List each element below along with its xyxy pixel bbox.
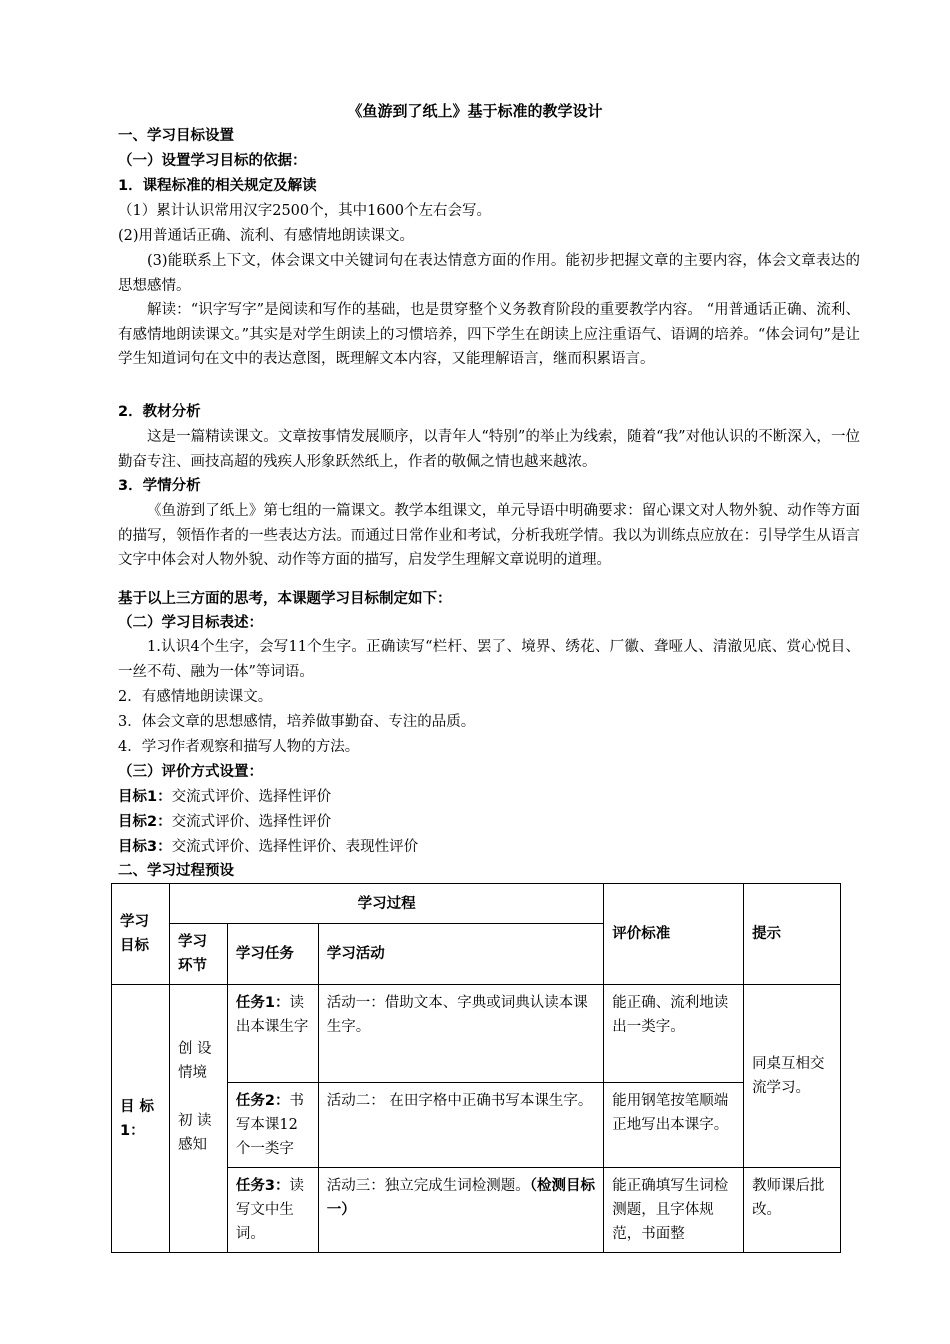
task-label: 任务3： bbox=[235, 1178, 290, 1194]
eval-label: 目标3： bbox=[118, 839, 172, 855]
goal-cell: 目 标 1： bbox=[112, 985, 170, 1253]
section-heading-process: 二、学习过程预设 bbox=[118, 863, 234, 879]
tip-cell-3: 教师课后批改。 bbox=[744, 1168, 841, 1253]
eval-line-2 bbox=[118, 810, 331, 834]
header-task: 学习任务 bbox=[227, 924, 318, 985]
task-text: 读出本课生字 bbox=[235, 995, 309, 1035]
tip-cell-1: 同桌互相交流学习。 bbox=[744, 985, 841, 1168]
goal-line-4: 4．学习作者观察和描写人物的方法。 bbox=[118, 739, 360, 755]
eval-text: 交流式评价、选择性评价、表现性评价 bbox=[171, 839, 419, 855]
stage-a: 创 设 情境 bbox=[177, 1041, 212, 1081]
stage-cell bbox=[169, 985, 227, 1253]
goal-line-3: 3．体会文章的思想感情，培养做事勤奋、专注的品质。 bbox=[118, 714, 476, 730]
eval-label: 目标1： bbox=[118, 789, 172, 805]
material-paragraph: 这是一篇精读课文。文章按事情发展顺序，以青年人“特别”的举止为线索，随着“我”对他认识的不断深入，一位勤奋专注、画技高超的残疾人形象跃然纸上，作者的敬佩之情也越来越浓。 bbox=[118, 429, 860, 470]
subheading-evaluation: （三）评价方式设置： bbox=[118, 764, 263, 780]
subheading-basis: （一）设置学习目标的依据： bbox=[118, 153, 307, 169]
item-material-analysis: 2．教材分析 bbox=[118, 404, 201, 420]
interpretation-paragraph: 解读：“识字写字”是阅读和写作的基础，也是贯穿整个义务教育阶段的重要教学内容。 “用普通话正确、流利、有感情地朗读课文。”其实是对学生朗读上的习惯培养，四下学生在朗读上应注重语气、语调的培养。“体会词句”是让学生知道词句在文中的表达意图，既理解文本内容，又能理解语言，继而积累语言。 bbox=[118, 302, 860, 367]
standard-cell: 能用钢笔按笔顺端正地写出本课字。 bbox=[604, 1083, 744, 1168]
task-cell bbox=[227, 985, 318, 1083]
activity-cell bbox=[318, 1168, 603, 1253]
table-header-row-1 bbox=[112, 884, 841, 924]
header-standard: 评价标准 bbox=[604, 884, 744, 985]
standard-line-1: （1）累计认识常用汉字2500个，其中1600个左右会写。 bbox=[118, 203, 492, 219]
activity-cell bbox=[318, 985, 603, 1083]
standard-cell: 能正确、流利地读出一类字。 bbox=[604, 985, 744, 1083]
eval-line-3 bbox=[118, 835, 418, 859]
activity-cell bbox=[318, 1083, 603, 1168]
item-learner-analysis: 3．学情分析 bbox=[118, 478, 201, 494]
learning-process-table bbox=[111, 883, 841, 1253]
activity-text: 活动二： 在田字格中正确书写本课生字。 bbox=[326, 1093, 593, 1109]
header-tip: 提示 bbox=[744, 884, 841, 985]
task-cell bbox=[227, 1168, 318, 1253]
header-stage: 学习环节 bbox=[169, 924, 227, 985]
task-label: 任务2： bbox=[235, 1093, 290, 1109]
goal-line-2: 2．有感情地朗读课文。 bbox=[118, 689, 273, 705]
activity-text: 活动一：借助文本、字典或词典认读本课生字。 bbox=[326, 995, 588, 1035]
document-title: 《鱼游到了纸上》基于标准的教学设计 bbox=[347, 102, 603, 120]
subheading-goal-statement: （二）学习目标表述： bbox=[118, 615, 263, 631]
table-row bbox=[112, 985, 841, 1083]
task-text: 读写文中生词。 bbox=[235, 1178, 304, 1242]
task-text: 书写本课12个一类字 bbox=[235, 1093, 304, 1157]
activity-text: 活动三：独立完成生词检测题。 bbox=[326, 1178, 530, 1194]
standard-line-3: (3)能联系上下文，体会课文中关键词句在表达情意方面的作用。能初步把握文章的主要内容，体会文章表达的思想感情。 bbox=[118, 253, 860, 294]
eval-line-1 bbox=[118, 785, 331, 809]
header-activity: 学习活动 bbox=[318, 924, 603, 985]
item-curriculum-standard: 1．课程标准的相关规定及解读 bbox=[118, 178, 317, 194]
task-label: 任务1： bbox=[235, 995, 290, 1011]
learner-paragraph: 《鱼游到了纸上》第七组的一篇课文。教学本组课文，单元导语中明确要求：留心课文对人物外貌、动作等方面的描写，领悟作者的一些表达方法。而通过日常作业和考试，分析我班学情。我以为训练点应放在：引导学生从语言文字中体会对人物外貌、动作等方面的描写，启发学生理解文章说明的道理。 bbox=[118, 503, 860, 568]
activity-bold: （检测目标一） bbox=[326, 1178, 596, 1218]
eval-text: 交流式评价、选择性评价 bbox=[171, 814, 332, 830]
eval-label: 目标2： bbox=[118, 814, 172, 830]
header-process: 学习过程 bbox=[169, 884, 603, 924]
task-cell bbox=[227, 1083, 318, 1168]
goal-line-1: 1.认识4个生字，会写11个生字。正确读写“栏杆、罢了、境界、绣花、厂徽、聋哑人、清澈见底、赏心悦目、一丝不苟、融为一体”等词语。 bbox=[118, 639, 860, 680]
standard-cell: 能正确填写生词检测题，且字体规范，书面整 bbox=[604, 1168, 744, 1253]
header-goal: 学习目标 bbox=[112, 884, 170, 985]
section-heading-goals: 一、学习目标设置 bbox=[118, 128, 234, 144]
eval-text: 交流式评价、选择性评价 bbox=[171, 789, 332, 805]
standard-line-2: (2)用普通话正确、流利、有感情地朗读课文。 bbox=[118, 228, 415, 244]
stage-b: 初 读 感知 bbox=[177, 1113, 212, 1153]
conclusion-line: 基于以上三方面的思考，本课题学习目标制定如下： bbox=[118, 591, 452, 607]
